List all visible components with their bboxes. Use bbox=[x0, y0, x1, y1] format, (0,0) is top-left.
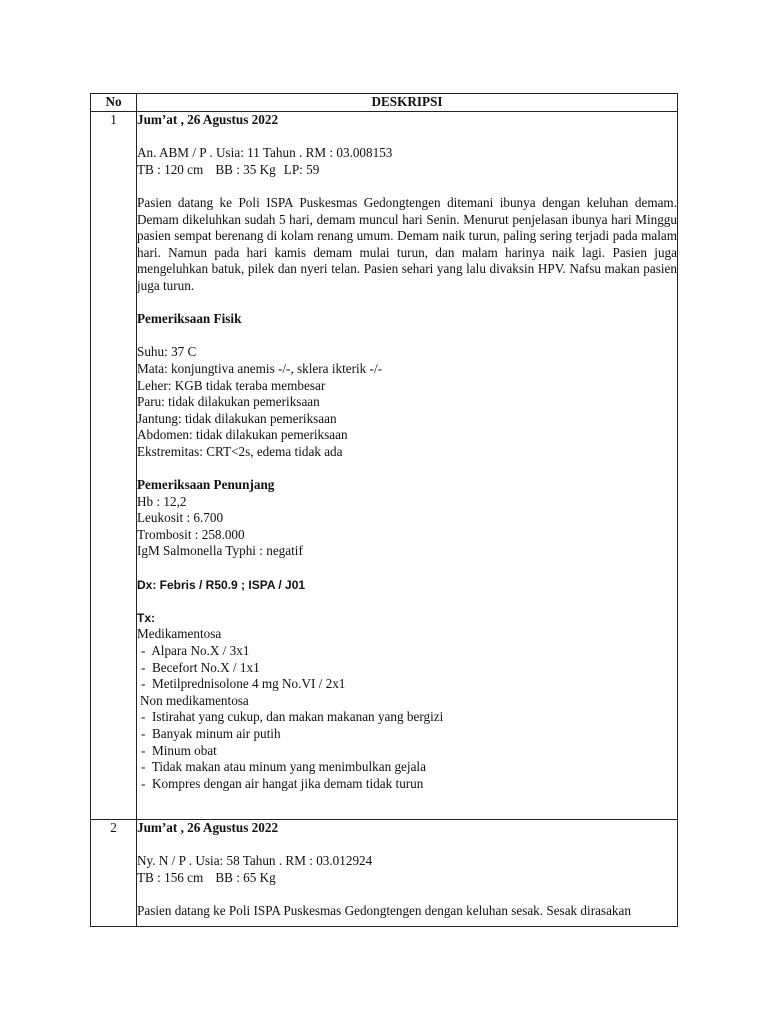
physical-exam-title: Pemeriksaan Fisik bbox=[137, 311, 242, 327]
physical-exam-item: Ekstremitas: CRT<2s, edema tidak ada bbox=[137, 443, 343, 459]
anamnesis-text: Pasien datang ke Poli ISPA Puskesmas Gedongtengen ditemani ibunya dengan keluhan demam. Demam dikeluhkan sudah 5 hari, demam muncul hari Senin. Menurut penjelasan ibunya hari Minggu pasien sempat berenang di kolam renang umum. Demam naik turun, paling sering terjadi pada malam hari. Namun pada hari kamis demam mulai turun, dan malam harinya naik lagi. Pasien juga mengeluhkan batuk, pilek dan nyeri telan. Pasien sehari yang lalu divaksin HPV. Nafsu makan pasien juga turun. bbox=[137, 194, 677, 293]
list-item: - Banyak minum air putih bbox=[137, 726, 677, 743]
patient-info: An. ABM / P . Usia: 11 Tahun . RM : 03.008153 bbox=[137, 145, 393, 161]
list-item: - Alpara No.X / 3x1 bbox=[137, 643, 677, 660]
list-item: - Becefort No.X / 1x1 bbox=[137, 660, 677, 677]
height-value: TB : 120 cm bbox=[137, 161, 204, 177]
medical-record-table bbox=[90, 93, 678, 927]
visit-date: Jum’at , 26 Agustus 2022 bbox=[137, 820, 279, 835]
lab-item: Hb : 12,2 bbox=[137, 493, 187, 509]
physical-exam-item: Jantung: tidak dilakukan pemeriksaan bbox=[137, 410, 337, 426]
waist-value: LP: 59 bbox=[283, 161, 320, 177]
lab-item: Trombosit : 258.000 bbox=[137, 526, 245, 542]
non-medication-title: Non medikamentosa bbox=[140, 692, 249, 708]
list-item: - Tidak makan atau minum yang menimbulkan gejala bbox=[137, 759, 677, 776]
table-row bbox=[91, 112, 678, 820]
physical-exam-item: Suhu: 37 C bbox=[137, 344, 197, 360]
table-row bbox=[91, 820, 678, 927]
row-description bbox=[137, 820, 678, 927]
height-value: TB : 156 cm bbox=[137, 869, 204, 885]
diagnosis: Dx: Febris / R50.9 ; ISPA / J01 bbox=[137, 577, 306, 592]
anthropometry bbox=[137, 162, 677, 179]
lab-item: Leukosit : 6.700 bbox=[137, 510, 224, 526]
list-item: - Metilprednisolone 4 mg No.VI / 2x1 bbox=[137, 676, 677, 693]
lab-item: IgM Salmonella Typhi : negatif bbox=[137, 543, 303, 559]
row-number: 1 bbox=[91, 112, 137, 820]
header-no: No bbox=[91, 94, 137, 112]
header-deskripsi: DESKRIPSI bbox=[137, 94, 678, 112]
non-medication-list bbox=[137, 709, 677, 792]
row-number: 2 bbox=[91, 820, 137, 927]
supporting-exam-title: Pemeriksaan Penunjang bbox=[137, 477, 275, 493]
list-item: - Minum obat bbox=[137, 743, 677, 760]
medication-list bbox=[137, 643, 677, 693]
weight-value: BB : 65 Kg bbox=[215, 869, 276, 885]
physical-exam-item: Mata: konjungtiva anemis -/-, sklera ikterik -/- bbox=[137, 360, 382, 376]
list-item: - Istirahat yang cukup, dan makan makanan yang bergizi bbox=[137, 709, 677, 726]
row-description bbox=[137, 112, 678, 820]
visit-date: Jum’at , 26 Agustus 2022 bbox=[137, 112, 279, 127]
physical-exam-item: Paru: tidak dilakukan pemeriksaan bbox=[137, 394, 320, 410]
anthropometry bbox=[137, 870, 677, 887]
physical-exam-item: Leher: KGB tidak teraba membesar bbox=[137, 377, 326, 393]
therapy-title: Tx: bbox=[137, 610, 155, 625]
anamnesis-text: Pasien datang ke Poli ISPA Puskesmas Gedongtengen dengan keluhan sesak. Sesak dirasakan bbox=[137, 902, 631, 918]
weight-value: BB : 35 Kg bbox=[215, 161, 276, 177]
patient-info: Ny. N / P . Usia: 58 Tahun . RM : 03.012924 bbox=[137, 853, 373, 869]
list-item: - Kompres dengan air hangat jika demam tidak turun bbox=[137, 776, 677, 793]
physical-exam-item: Abdomen: tidak dilakukan pemeriksaan bbox=[137, 427, 348, 443]
table-header-row bbox=[91, 94, 678, 112]
medication-title: Medikamentosa bbox=[137, 626, 222, 642]
